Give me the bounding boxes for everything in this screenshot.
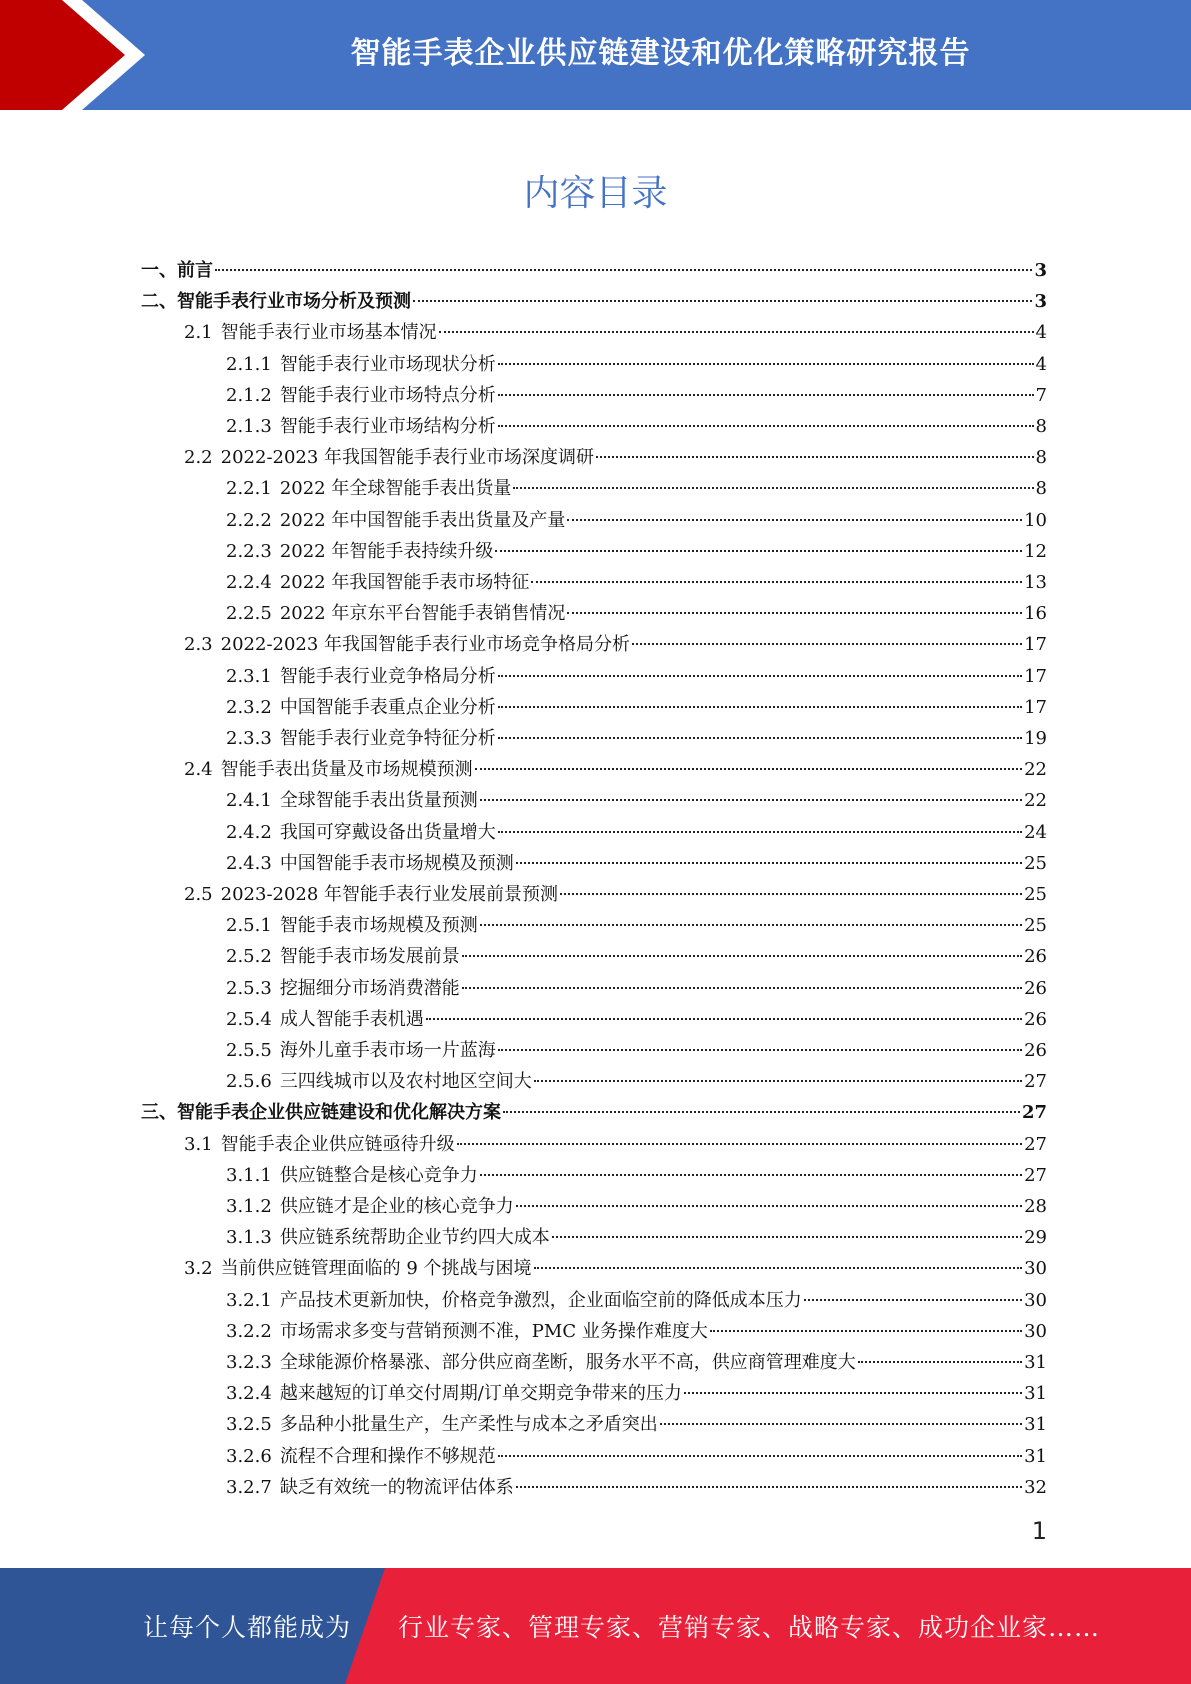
toc-entry[interactable] [226, 817, 1047, 848]
toc-entry-page: 26 [1024, 1008, 1047, 1030]
toc-entry[interactable] [226, 1160, 1047, 1191]
toc-entry[interactable] [184, 442, 1047, 473]
toc-entry-number: 3.2.7 [226, 1476, 272, 1498]
toc-entry-page: 26 [1024, 946, 1047, 968]
toc-entry-number: 2.1.3 [226, 416, 272, 437]
toc-entry-number: 2.3.1 [226, 665, 272, 687]
toc-entry[interactable] [141, 286, 1047, 317]
toc-entry-title: 流程不合理和操作不够规范 [279, 1445, 496, 1467]
toc-entry-title: 海外儿童手表市场一片蓝海 [279, 1040, 496, 1061]
toc-entry-page: 27 [1024, 1133, 1047, 1155]
toc-entry-title: 智能手表行业市场特点分析 [279, 384, 496, 406]
toc-entry-title: 2022 年智能手表持续升级 [279, 540, 494, 562]
toc-entry[interactable] [226, 1409, 1047, 1440]
toc-entry[interactable] [226, 692, 1047, 723]
toc-leader-dots [534, 1267, 1023, 1269]
toc-leader-dots [531, 581, 1022, 583]
toc-leader-dots [462, 955, 1022, 957]
toc-leader-dots [516, 1205, 1022, 1207]
toc-entry-number: 2.5.1 [226, 915, 272, 937]
toc-entry-number: 2.3 [184, 634, 213, 656]
toc-entry-title: 缺乏有效统一的物流评估体系 [279, 1476, 514, 1498]
toc-leader-dots [534, 1080, 1022, 1082]
toc-entry-title: 市场需求多变与营销预测不准，PMC 业务操作难度大 [279, 1320, 708, 1342]
toc-leader-dots [498, 1049, 1022, 1051]
toc-leader-dots [552, 1236, 1022, 1238]
toc-leader-dots [498, 675, 1022, 677]
toc-leader-dots [513, 487, 1033, 489]
toc-leader-dots [457, 1143, 1022, 1145]
toc-entry-page: 25 [1024, 915, 1047, 937]
toc-leader-dots [498, 737, 1022, 739]
toc-entry[interactable] [226, 973, 1047, 1004]
toc-leader-dots [475, 768, 1022, 770]
toc-entry-number: 2.5 [184, 884, 213, 905]
toc-entry-page: 28 [1024, 1196, 1047, 1217]
toc-entry-page: 30 [1024, 1289, 1047, 1311]
toc-leader-dots [480, 799, 1022, 801]
toc-leader-dots [498, 1455, 1022, 1457]
toc-entry-number: 2.1.2 [226, 384, 272, 406]
toc-entry-page: 8 [1035, 447, 1047, 469]
toc-entry-title: 全球智能手表出货量预测 [279, 790, 478, 812]
toc-entry-page: 31 [1024, 1383, 1047, 1405]
toc-leader-dots [498, 394, 1034, 396]
toc-entry-page: 31 [1024, 1352, 1047, 1373]
toc-entry-page: 19 [1024, 728, 1047, 749]
toc-entry[interactable] [226, 661, 1047, 692]
toc-leader-dots [503, 1111, 1020, 1113]
toc-entry-number: 一、 [141, 260, 177, 281]
toc-entry-title: 智能手表行业市场基本情况 [220, 322, 437, 344]
toc-entry-title: 前言 [177, 260, 213, 281]
toc-entry-title: 智能手表出货量及市场规模预测 [220, 759, 473, 781]
toc-leader-dots [516, 862, 1022, 864]
toc-entry[interactable] [226, 1378, 1047, 1409]
toc-entry-title: 供应链系统帮助企业节约四大成本 [279, 1227, 550, 1249]
toc-entry[interactable] [184, 1129, 1047, 1160]
toc-entry-page: 22 [1024, 759, 1047, 781]
toc-entry-page: 10 [1024, 509, 1047, 531]
toc-entry-number: 3.2.5 [226, 1414, 272, 1436]
toc-entry-number: 三、 [141, 1102, 177, 1124]
toc-entry-title: 智能手表行业竞争特征分析 [279, 728, 496, 749]
toc-entry[interactable] [226, 1035, 1047, 1066]
toc-leader-dots [858, 1361, 1022, 1363]
toc-entry-number: 二、 [141, 291, 177, 313]
toc-entry-page: 17 [1024, 634, 1047, 656]
footer-slogan-left: 让每个人都能成为 [143, 1613, 352, 1642]
toc-entry-page: 4 [1035, 353, 1047, 375]
toc-entry[interactable] [226, 1066, 1047, 1097]
toc-entry-page: 27 [1024, 1164, 1047, 1186]
toc-entry-title: 2022 年京东平台智能手表销售情况 [279, 603, 566, 625]
toc-entry-number: 2.4 [184, 759, 213, 781]
toc-heading: 内容目录 [523, 173, 668, 214]
toc-leader-dots [462, 987, 1022, 989]
toc-entry[interactable] [226, 380, 1047, 411]
toc-entry-title: 供应链才是企业的核心竞争力 [279, 1196, 514, 1217]
toc-leader-dots [560, 893, 1022, 895]
toc-entry[interactable] [141, 255, 1047, 286]
toc-entry-title: 我国可穿戴设备出货量增大 [279, 821, 496, 843]
toc-entry-number: 2.2 [184, 447, 213, 469]
toc-entry-number: 3.2.3 [226, 1352, 272, 1373]
toc-entry-page: 32 [1024, 1476, 1047, 1498]
toc-entry[interactable] [226, 1472, 1047, 1503]
toc-entry-number: 3.2.4 [226, 1383, 272, 1405]
toc-entry[interactable] [141, 1097, 1047, 1128]
toc-entry-page: 8 [1035, 478, 1047, 500]
toc-entry-page: 30 [1024, 1320, 1047, 1342]
toc-entry-page: 17 [1024, 665, 1047, 687]
toc-entry[interactable] [184, 1253, 1047, 1284]
toc-entry-page: 13 [1024, 572, 1047, 593]
toc-entry-number: 2.4.1 [226, 790, 272, 812]
toc-entry[interactable] [226, 910, 1047, 941]
toc-entry-number: 2.1.1 [226, 353, 272, 375]
toc-entry[interactable] [226, 598, 1047, 629]
toc-leader-dots [480, 924, 1022, 926]
toc-entry-title: 智能手表行业竞争格局分析 [279, 665, 496, 687]
toc-entry[interactable] [226, 411, 1047, 442]
toc-entry-page: 31 [1024, 1445, 1047, 1467]
toc-entry-number: 2.5.4 [226, 1008, 272, 1030]
toc-leader-dots [498, 831, 1022, 833]
toc-entry-title: 2022-2023 年我国智能手表行业市场竞争格局分析 [220, 634, 631, 656]
toc-entry[interactable] [226, 567, 1047, 598]
toc-entry-number: 2.1 [184, 322, 213, 344]
toc-entry[interactable] [226, 349, 1047, 380]
toc-entry-page: 12 [1024, 540, 1047, 562]
toc-leader-dots [632, 643, 1022, 645]
toc-entry-page: 22 [1024, 790, 1047, 812]
toc-entry-page: 29 [1024, 1227, 1047, 1249]
toc-entry-number: 3.1 [184, 1133, 213, 1155]
toc-entry-number: 2.2.2 [226, 509, 272, 531]
report-title: 智能手表企业供应链建设和优化策略研究报告 [350, 36, 971, 71]
toc-entry-title: 三四线城市以及农村地区空间大 [279, 1071, 532, 1093]
toc-leader-dots [480, 1174, 1022, 1176]
toc-entry[interactable] [226, 1347, 1047, 1378]
toc-entry[interactable] [226, 1316, 1047, 1347]
toc-leader-dots [660, 1423, 1022, 1425]
toc-entry-title: 智能手表行业市场分析及预测 [177, 291, 411, 313]
toc-leader-dots [567, 612, 1022, 614]
toc-entry-title: 2022 年我国智能手表市场特征 [279, 572, 530, 593]
toc-entry-title: 智能手表企业供应链建设和优化解决方案 [177, 1102, 501, 1124]
toc-entry-number: 2.4.3 [226, 852, 272, 874]
toc-entry-page: 25 [1024, 884, 1047, 905]
footer-banner [0, 1568, 1191, 1684]
toc-entry-number: 2.3.2 [226, 696, 272, 718]
page-number: 1 [1031, 1517, 1047, 1545]
toc-entry-number: 3.2.2 [226, 1320, 272, 1342]
toc-entry-page: 27 [1021, 1102, 1047, 1124]
toc-entry-number: 2.5.2 [226, 946, 272, 968]
toc-entry-page: 26 [1024, 1040, 1047, 1061]
toc-entry[interactable] [226, 473, 1047, 504]
toc-entry-page: 8 [1035, 416, 1047, 437]
toc-entry-number: 3.1.3 [226, 1227, 272, 1249]
toc-leader-dots [804, 1299, 1022, 1301]
toc-entry-number: 2.5.3 [226, 977, 272, 999]
toc-entry-page: 16 [1024, 603, 1047, 625]
toc-entry[interactable] [226, 785, 1047, 816]
toc-entry-page: 3 [1034, 260, 1047, 281]
footer-slogan-right: 行业专家、管理专家、营销专家、战略专家、成功企业家…… [398, 1613, 1101, 1642]
toc-entry-number: 3.2.1 [226, 1289, 272, 1311]
toc-leader-dots [215, 269, 1032, 271]
toc-entry-page: 31 [1024, 1414, 1047, 1436]
toc-entry-number: 3.2 [184, 1258, 213, 1280]
toc-entry-title: 2022 年全球智能手表出货量 [279, 478, 512, 500]
toc-leader-dots [684, 1392, 1022, 1394]
toc-entry-title: 智能手表行业市场结构分析 [279, 416, 496, 437]
toc-entry[interactable] [226, 941, 1047, 972]
toc-entry-title: 2023-2028 年智能手表行业发展前景预测 [220, 884, 559, 905]
toc-entry-page: 25 [1024, 852, 1047, 874]
header-banner [0, 0, 1191, 110]
toc-entry-title: 供应链整合是核心竞争力 [279, 1164, 478, 1186]
toc-entry[interactable] [226, 1285, 1047, 1316]
toc-entry[interactable] [226, 723, 1047, 754]
toc-entry-number: 2.5.5 [226, 1040, 272, 1061]
toc-entry[interactable] [226, 1004, 1047, 1035]
toc-entry-title: 智能手表企业供应链亟待升级 [220, 1133, 455, 1155]
toc-entry-page: 7 [1035, 384, 1047, 406]
toc-entry[interactable] [226, 536, 1047, 567]
toc-entry-title: 2022-2023 年我国智能手表行业市场深度调研 [220, 447, 595, 469]
toc-leader-dots [495, 550, 1022, 552]
toc-entry[interactable] [184, 317, 1047, 348]
toc-leader-dots [516, 1486, 1022, 1488]
toc-leader-dots [710, 1330, 1022, 1332]
toc-entry-number: 3.1.2 [226, 1196, 272, 1217]
toc-entry[interactable] [226, 1191, 1047, 1222]
toc-leader-dots [439, 331, 1034, 333]
toc-entry-title: 中国智能手表市场规模及预测 [279, 852, 514, 874]
toc-entry[interactable] [226, 1222, 1047, 1253]
toc-entry-title: 智能手表市场规模及预测 [279, 915, 478, 937]
toc-entry[interactable] [226, 848, 1047, 879]
toc-leader-dots [567, 519, 1022, 521]
toc-entry-title: 挖掘细分市场消费潜能 [279, 977, 460, 999]
toc-entry-title: 中国智能手表重点企业分析 [279, 696, 496, 718]
toc-entry-title: 多品种小批量生产，生产柔性与成本之矛盾突出 [279, 1414, 658, 1436]
toc-entry[interactable] [184, 629, 1047, 660]
toc-entry-page: 24 [1024, 821, 1047, 843]
toc-entry-title: 成人智能手表机遇 [279, 1008, 424, 1030]
toc-entry-page: 4 [1035, 322, 1047, 344]
toc-entry-number: 2.2.5 [226, 603, 272, 625]
toc-entry-number: 2.3.3 [226, 728, 272, 749]
toc-entry-title: 智能手表市场发展前景 [279, 946, 460, 968]
toc-entry-number: 3.1.1 [226, 1164, 272, 1186]
toc-entry-number: 2.2.4 [226, 572, 272, 593]
chevron-arrow-icon [0, 0, 160, 110]
toc-entry[interactable] [184, 754, 1047, 785]
toc-entry-title: 当前供应链管理面临的 9 个挑战与困境 [220, 1258, 532, 1280]
toc-entry-page: 3 [1034, 291, 1047, 313]
toc-entry-page: 17 [1024, 696, 1047, 718]
toc-entry-number: 2.2.3 [226, 540, 272, 562]
toc-leader-dots [413, 300, 1032, 302]
toc-leader-dots [426, 1018, 1022, 1020]
toc-leader-dots [596, 456, 1033, 458]
toc-entry[interactable] [226, 505, 1047, 536]
toc-entry-number: 2.2.1 [226, 478, 272, 500]
toc-entry-title: 产品技术更新加快，价格竞争激烈，企业面临空前的降低成本压力 [279, 1289, 802, 1311]
toc-entry-number: 3.2.6 [226, 1445, 272, 1467]
toc-entry-title: 全球能源价格暴涨、部分供应商垄断，服务水平不高，供应商管理难度大 [279, 1352, 856, 1373]
toc-entry-title: 智能手表行业市场现状分析 [279, 353, 496, 375]
toc-entry-page: 30 [1024, 1258, 1047, 1280]
toc-entry[interactable] [184, 879, 1047, 910]
toc-entry-number: 2.5.6 [226, 1071, 272, 1093]
toc-entry-number: 2.4.2 [226, 821, 272, 843]
toc-leader-dots [498, 425, 1034, 427]
toc-leader-dots [498, 363, 1034, 365]
toc-entry-title: 2022 年中国智能手表出货量及产量 [279, 509, 566, 531]
toc-entry-page: 27 [1024, 1071, 1047, 1093]
toc-entry[interactable] [226, 1441, 1047, 1472]
toc-leader-dots [498, 706, 1022, 708]
toc-entry-page: 26 [1024, 977, 1047, 999]
toc-entry-title: 越来越短的订单交付周期/订单交期竞争带来的压力 [279, 1383, 682, 1405]
